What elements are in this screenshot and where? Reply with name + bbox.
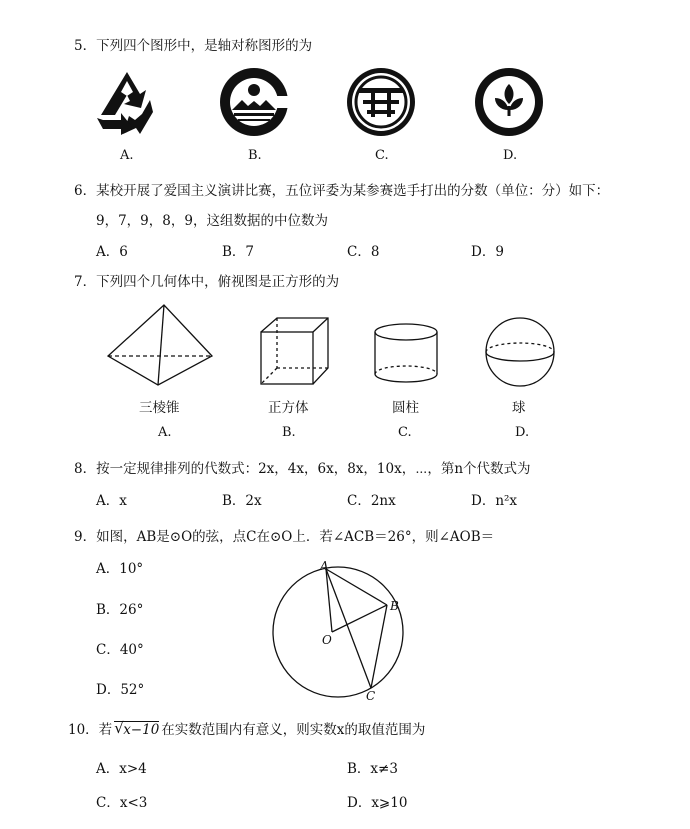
q8-option-b: B．2x	[222, 493, 262, 509]
q8-option-d: D．n²x	[471, 493, 518, 509]
q7-label-d: D.	[515, 425, 530, 440]
q9-stem: 9．如图，AB是⊙O的弦，点C在⊙O上．若∠ACB＝26°，则∠AOB＝	[74, 529, 495, 545]
q7-name-c: 圆柱	[392, 400, 419, 416]
point-o-label: O	[322, 633, 332, 647]
q5-stem: 5．下列四个图形中，是轴对称图形的为	[74, 38, 313, 54]
q9-option-b: B．26°	[96, 602, 144, 618]
q6-line2: 9，7，9，8，9，这组数据的中位数为	[96, 213, 328, 229]
q9-option-a: A．10°	[96, 561, 144, 577]
recycle-icon	[93, 68, 161, 136]
q9-option-d: D．52°	[96, 682, 145, 698]
radical-icon: √	[114, 719, 124, 737]
q6-option-b: B．7	[222, 244, 255, 260]
cube-figure	[258, 316, 330, 388]
q10-option-b: B．x≠3	[347, 761, 398, 777]
q8-stem: 8．按一定规律排列的代数式：2x，4x，6x，8x，10x，⋯，第n个代数式为	[74, 461, 531, 477]
sprout-circle-icon	[473, 66, 545, 138]
q7-name-a: 三棱锥	[139, 400, 180, 416]
sqrt-expression	[114, 721, 159, 738]
point-a-label: A	[320, 559, 329, 573]
q5-label-c: C.	[375, 148, 389, 163]
point-b-label: B	[390, 599, 399, 613]
q10-option-c: C．x<3	[96, 795, 148, 811]
q7-label-c: C.	[398, 425, 412, 440]
q8-option-a: A．x	[96, 493, 127, 509]
point-c-label: C	[366, 689, 376, 703]
q10-radicand: x−10	[123, 722, 160, 738]
q10-option-a: A．x>4	[96, 761, 147, 777]
q7-name-d: 球	[512, 400, 526, 416]
q10-option-d: D．x⩾10	[347, 795, 408, 811]
q6-option-a: A．6	[96, 244, 128, 260]
q10-stem-prefix: 10．若	[68, 722, 113, 738]
q8-option-c: C．2nx	[347, 493, 396, 509]
cylinder-figure	[372, 322, 440, 386]
sphere-figure	[482, 316, 558, 388]
circle-chord-figure	[268, 559, 408, 703]
q7-name-b: 正方体	[268, 400, 309, 416]
q6-option-c: C．8	[347, 244, 380, 260]
q6-stem: 6．某校开展了爱国主义演讲比赛，五位评委为某参赛选手打出的分数（单位：分）如下：	[74, 183, 610, 199]
q5-label-b: B.	[248, 148, 262, 163]
q10-stem	[68, 718, 425, 738]
q7-label-a: A.	[158, 425, 172, 440]
q10-stem-suffix: 在实数范围内有意义，则实数x的取值范围为	[161, 722, 426, 738]
triangular-pyramid-figure	[106, 302, 214, 388]
q7-stem: 7．下列四个几何体中，俯视图是正方形的为	[74, 274, 340, 290]
q9-option-c: C．40°	[96, 642, 144, 658]
q5-label-a: A.	[120, 148, 134, 163]
q6-option-d: D．9	[471, 244, 504, 260]
sun-over-water-logo-icon	[218, 66, 290, 138]
gate-seal-logo-icon	[345, 66, 417, 138]
q7-label-b: B.	[282, 425, 296, 440]
q5-label-d: D.	[503, 148, 518, 163]
